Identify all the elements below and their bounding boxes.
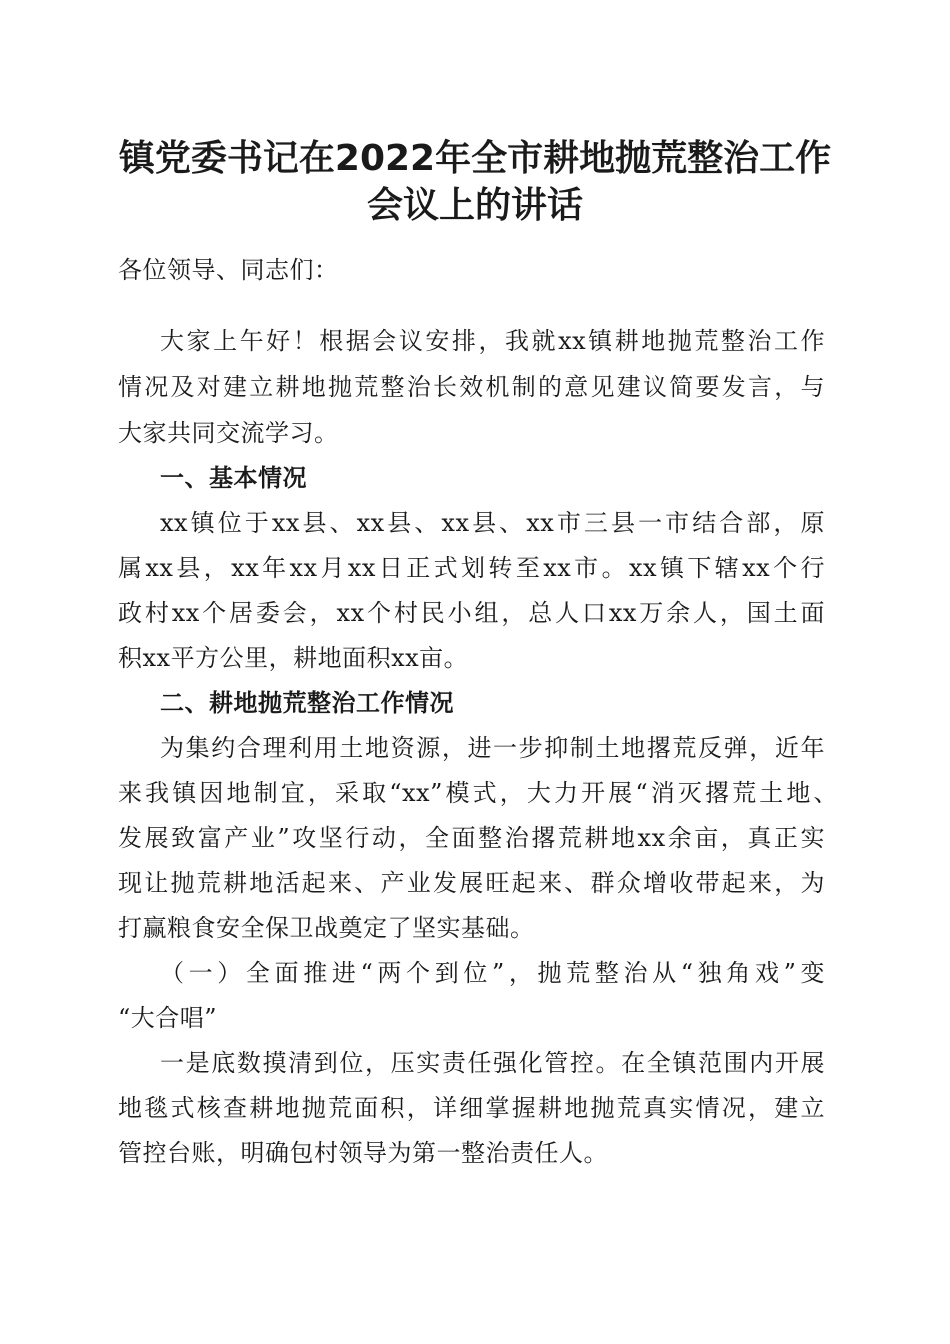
document-title-line-1: 镇党委书记在2022年全市耕地抛荒整治工作 bbox=[118, 138, 832, 179]
body-line: 大家上午好！根据会议安排，我就xx镇耕地抛荒整治工作 bbox=[160, 327, 825, 355]
body-line: 地毯式核查耕地抛荒面积，详细掌握耕地抛荒真实情况，建立 bbox=[118, 1094, 825, 1122]
body-line: 积xx平方公里，耕地面积xx亩。 bbox=[118, 644, 469, 672]
subsection-heading-cont: “大合唱” bbox=[118, 1004, 218, 1032]
body-line: xx镇位于xx县、xx县、xx县、xx市三县一市结合部，原 bbox=[160, 509, 825, 537]
body-line: 发展致富产业”攻坚行动，全面整治撂荒耕地xx余亩，真正实 bbox=[118, 824, 825, 852]
body-line: 现让抛荒耕地活起来、产业发展旺起来、群众增收带起来，为 bbox=[118, 869, 825, 897]
body-line: 为集约合理利用土地资源，进一步抑制土地撂荒反弹，近年 bbox=[160, 734, 825, 762]
section-heading: 一、基本情况 bbox=[160, 464, 307, 492]
section-heading: 二、耕地抛荒整治工作情况 bbox=[160, 689, 454, 717]
body-line: 大家共同交流学习。 bbox=[118, 419, 339, 447]
salutation: 各位领导、同志们： bbox=[118, 256, 339, 284]
body-line: 管控台账，明确包村领导为第一整治责任人。 bbox=[118, 1139, 608, 1167]
document-title-line-2: 会议上的讲话 bbox=[366, 185, 583, 226]
body-line: 来我镇因地制宜，采取“xx”模式，大力开展“消灭撂荒土地、 bbox=[118, 779, 838, 807]
body-line: 属xx县，xx年xx月xx日正式划转至xx市。xx镇下辖xx个行 bbox=[118, 554, 825, 582]
subsection-heading: （一）全面推进“两个到位”，抛荒整治从“独角戏”变 bbox=[160, 959, 825, 987]
body-line: 打赢粮食安全保卫战奠定了坚实基础。 bbox=[118, 914, 535, 942]
body-line: 一是底数摸清到位，压实责任强化管控。在全镇范围内开展 bbox=[160, 1049, 825, 1077]
body-line: 政村xx个居委会，xx个村民小组，总人口xx万余人，国土面 bbox=[118, 599, 825, 627]
body-line: 情况及对建立耕地抛荒整治长效机制的意见建议简要发言，与 bbox=[118, 373, 825, 401]
